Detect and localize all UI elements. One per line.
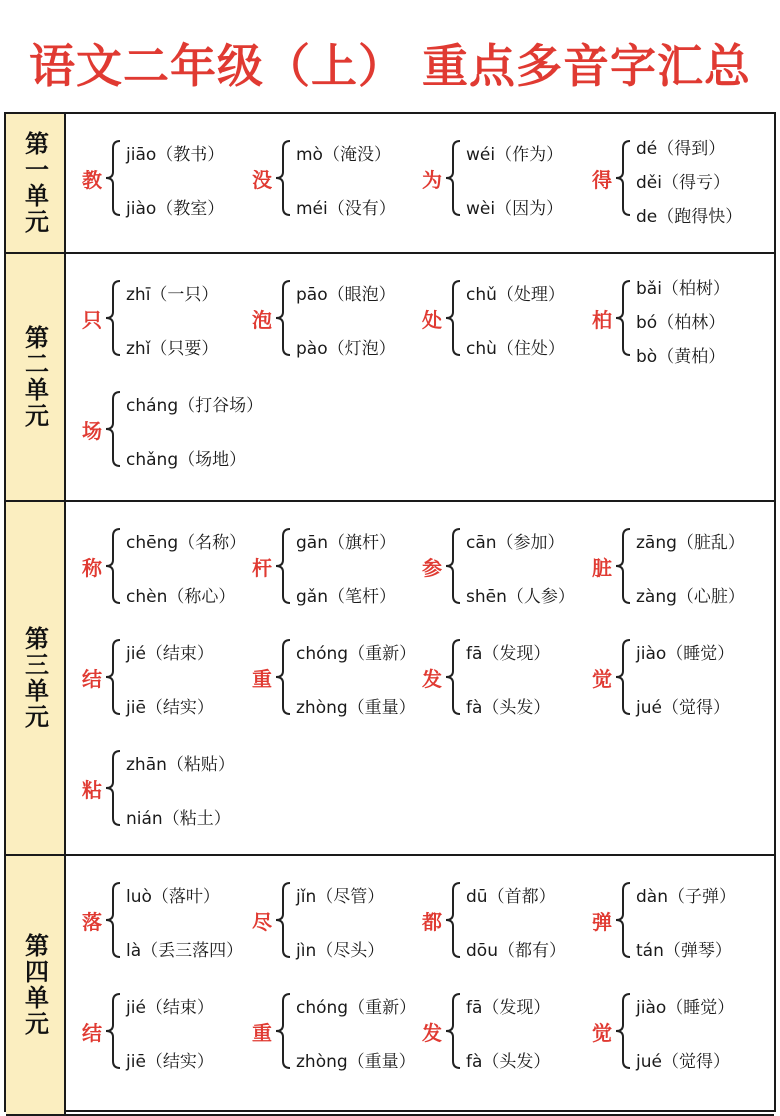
character: 为 bbox=[422, 167, 442, 192]
reading-text: dàn（子弹） bbox=[636, 887, 736, 907]
polyphone-entry bbox=[590, 637, 770, 717]
reading-text: zāng（脏乱） bbox=[636, 533, 745, 553]
character: 得 bbox=[592, 167, 612, 192]
character: 粘 bbox=[82, 777, 102, 802]
unit-row bbox=[6, 254, 774, 502]
brace-icon bbox=[442, 637, 464, 717]
brace-icon bbox=[612, 278, 634, 358]
reading-text: bó（柏林） bbox=[636, 313, 726, 333]
reading-text: jìn（尽头） bbox=[296, 941, 385, 961]
character: 教 bbox=[82, 167, 102, 192]
polyphone-entry bbox=[250, 138, 430, 218]
reading-text: dōu（都有） bbox=[466, 941, 566, 961]
polyphone-entry bbox=[590, 991, 770, 1071]
reading-text: jiē（结实） bbox=[126, 1052, 214, 1072]
reading-text: bǎi（柏树） bbox=[636, 279, 730, 299]
brace-icon bbox=[442, 526, 464, 606]
polyphone-entry bbox=[80, 278, 260, 358]
polyphone-entry bbox=[250, 526, 430, 606]
reading-text: mò（淹没） bbox=[296, 145, 391, 165]
reading-text: fà（头发） bbox=[466, 1052, 551, 1072]
unit-label-text: 第三单元 bbox=[20, 626, 49, 730]
brace-icon bbox=[442, 138, 464, 218]
reading-text: luò（落叶） bbox=[126, 887, 220, 907]
character: 参 bbox=[422, 555, 442, 580]
character: 发 bbox=[422, 666, 442, 691]
reading-text: fà（头发） bbox=[466, 698, 551, 718]
polyphone-entry bbox=[80, 138, 260, 218]
polyphone-entry bbox=[420, 637, 600, 717]
polyphone-entry bbox=[590, 138, 770, 227]
reading-text: pāo（眼泡） bbox=[296, 285, 396, 305]
reading-text: zhòng（重量） bbox=[296, 1052, 416, 1072]
reading-text: jiào（教室） bbox=[126, 199, 225, 219]
unit-row bbox=[6, 114, 774, 254]
polyphone-entry bbox=[250, 880, 430, 960]
polyphone-entry bbox=[250, 991, 430, 1071]
character: 重 bbox=[252, 666, 272, 691]
polyphone-table bbox=[4, 112, 776, 1112]
unit-label-text: 第一单元 bbox=[20, 131, 49, 235]
brace-icon bbox=[612, 637, 634, 717]
reading-text: dū（首都） bbox=[466, 887, 556, 907]
reading-text: dé（得到） bbox=[636, 139, 726, 159]
brace-icon bbox=[102, 880, 124, 960]
brace-icon bbox=[102, 991, 124, 1071]
reading-text: jiào（睡觉） bbox=[636, 644, 735, 664]
brace-icon bbox=[442, 880, 464, 960]
reading-text: chēng（名称） bbox=[126, 533, 247, 553]
reading-text: là（丢三落四） bbox=[126, 941, 244, 961]
unit-label-text: 第四单元 bbox=[20, 933, 49, 1037]
reading-text: zhòng（重量） bbox=[296, 698, 416, 718]
character: 重 bbox=[252, 1020, 272, 1045]
page-title: 语文二年级（上） 重点多音字汇总 bbox=[28, 39, 751, 93]
character: 弹 bbox=[592, 909, 612, 934]
reading-text: cháng（打谷场） bbox=[126, 396, 264, 416]
unit-label bbox=[6, 254, 66, 500]
polyphone-entry bbox=[420, 278, 600, 358]
reading-text: jiāo（教书） bbox=[126, 145, 225, 165]
character: 场 bbox=[82, 418, 102, 443]
character: 称 bbox=[82, 555, 102, 580]
brace-icon bbox=[102, 138, 124, 218]
reading-text: jué（觉得） bbox=[636, 1052, 730, 1072]
character: 只 bbox=[82, 307, 102, 332]
brace-icon bbox=[102, 278, 124, 358]
polyphone-entry bbox=[420, 880, 600, 960]
reading-text: cān（参加） bbox=[466, 533, 565, 553]
reading-text: wéi（作为） bbox=[466, 145, 564, 165]
brace-icon bbox=[102, 526, 124, 606]
polyphone-entry bbox=[80, 389, 264, 470]
polyphone-entry bbox=[590, 526, 770, 606]
reading-text: jiào（睡觉） bbox=[636, 998, 735, 1018]
polyphone-entry bbox=[80, 526, 260, 606]
reading-text: chóng（重新） bbox=[296, 998, 417, 1018]
character: 觉 bbox=[592, 1020, 612, 1045]
reading-text: chǔ（处理） bbox=[466, 285, 565, 305]
brace-icon bbox=[612, 526, 634, 606]
reading-text: gǎn（笔杆） bbox=[296, 587, 396, 607]
character: 处 bbox=[422, 307, 442, 332]
character: 结 bbox=[82, 1020, 102, 1045]
reading-text: zhī（一只） bbox=[126, 285, 219, 305]
reading-text: jié（结束） bbox=[126, 998, 214, 1018]
reading-text: tán（弹琴） bbox=[636, 941, 732, 961]
polyphone-entry bbox=[590, 880, 770, 960]
unit-label-text: 第二单元 bbox=[20, 325, 49, 429]
character: 发 bbox=[422, 1020, 442, 1045]
unit-row bbox=[6, 856, 774, 1116]
polyphone-entry bbox=[80, 748, 260, 828]
character: 觉 bbox=[592, 666, 612, 691]
reading-text: jiē（结实） bbox=[126, 698, 214, 718]
character: 尽 bbox=[252, 909, 272, 934]
reading-text: chèn（称心） bbox=[126, 587, 236, 607]
character: 没 bbox=[252, 167, 272, 192]
character: 结 bbox=[82, 666, 102, 691]
polyphone-entry bbox=[420, 138, 600, 218]
reading-text: fā（发现） bbox=[466, 998, 551, 1018]
brace-icon bbox=[272, 278, 294, 358]
unit-label bbox=[6, 114, 66, 252]
brace-icon bbox=[612, 138, 634, 218]
reading-text: shēn（人参） bbox=[466, 587, 575, 607]
polyphone-entry bbox=[250, 637, 430, 717]
unit-label bbox=[6, 502, 66, 854]
character: 落 bbox=[82, 909, 102, 934]
reading-text: bò（黄柏） bbox=[636, 347, 726, 367]
brace-icon bbox=[442, 278, 464, 358]
brace-icon bbox=[612, 991, 634, 1071]
reading-text: wèi（因为） bbox=[466, 199, 564, 219]
character: 都 bbox=[422, 909, 442, 934]
brace-icon bbox=[442, 991, 464, 1071]
reading-text: gān（旗杆） bbox=[296, 533, 396, 553]
reading-text: jié（结束） bbox=[126, 644, 214, 664]
reading-text: chǎng（场地） bbox=[126, 450, 247, 470]
polyphone-entry bbox=[420, 526, 600, 606]
brace-icon bbox=[272, 991, 294, 1071]
polyphone-entry bbox=[80, 991, 260, 1071]
brace-icon bbox=[272, 526, 294, 606]
character: 泡 bbox=[252, 307, 272, 332]
polyphone-entry bbox=[590, 278, 770, 367]
brace-icon bbox=[272, 138, 294, 218]
reading-text: fā（发现） bbox=[466, 644, 551, 664]
reading-text: chóng（重新） bbox=[296, 644, 417, 664]
reading-text: méi（没有） bbox=[296, 199, 396, 219]
reading-text: chù（住处） bbox=[466, 339, 565, 359]
polyphone-entry bbox=[80, 637, 260, 717]
brace-icon bbox=[272, 880, 294, 960]
reading-text: zhān（粘贴） bbox=[126, 755, 235, 775]
reading-text: zàng（心脏） bbox=[636, 587, 745, 607]
reading-text: jué（觉得） bbox=[636, 698, 730, 718]
character: 柏 bbox=[592, 307, 612, 332]
reading-text: de（跑得快） bbox=[636, 207, 743, 227]
character: 杆 bbox=[252, 555, 272, 580]
reading-text: pào（灯泡） bbox=[296, 339, 396, 359]
unit-row bbox=[6, 502, 774, 856]
reading-text: děi（得亏） bbox=[636, 173, 730, 193]
reading-text: jǐn（尽管） bbox=[296, 887, 385, 907]
character: 脏 bbox=[592, 555, 612, 580]
reading-text: zhǐ（只要） bbox=[126, 339, 219, 359]
polyphone-entry bbox=[80, 880, 260, 960]
polyphone-entry bbox=[420, 991, 600, 1071]
polyphone-entry bbox=[250, 278, 430, 358]
brace-icon bbox=[102, 637, 124, 717]
brace-icon bbox=[272, 637, 294, 717]
unit-label bbox=[6, 856, 66, 1114]
brace-icon bbox=[102, 389, 124, 469]
brace-icon bbox=[612, 880, 634, 960]
brace-icon bbox=[102, 748, 124, 828]
reading-text: nián（粘土） bbox=[126, 809, 231, 829]
